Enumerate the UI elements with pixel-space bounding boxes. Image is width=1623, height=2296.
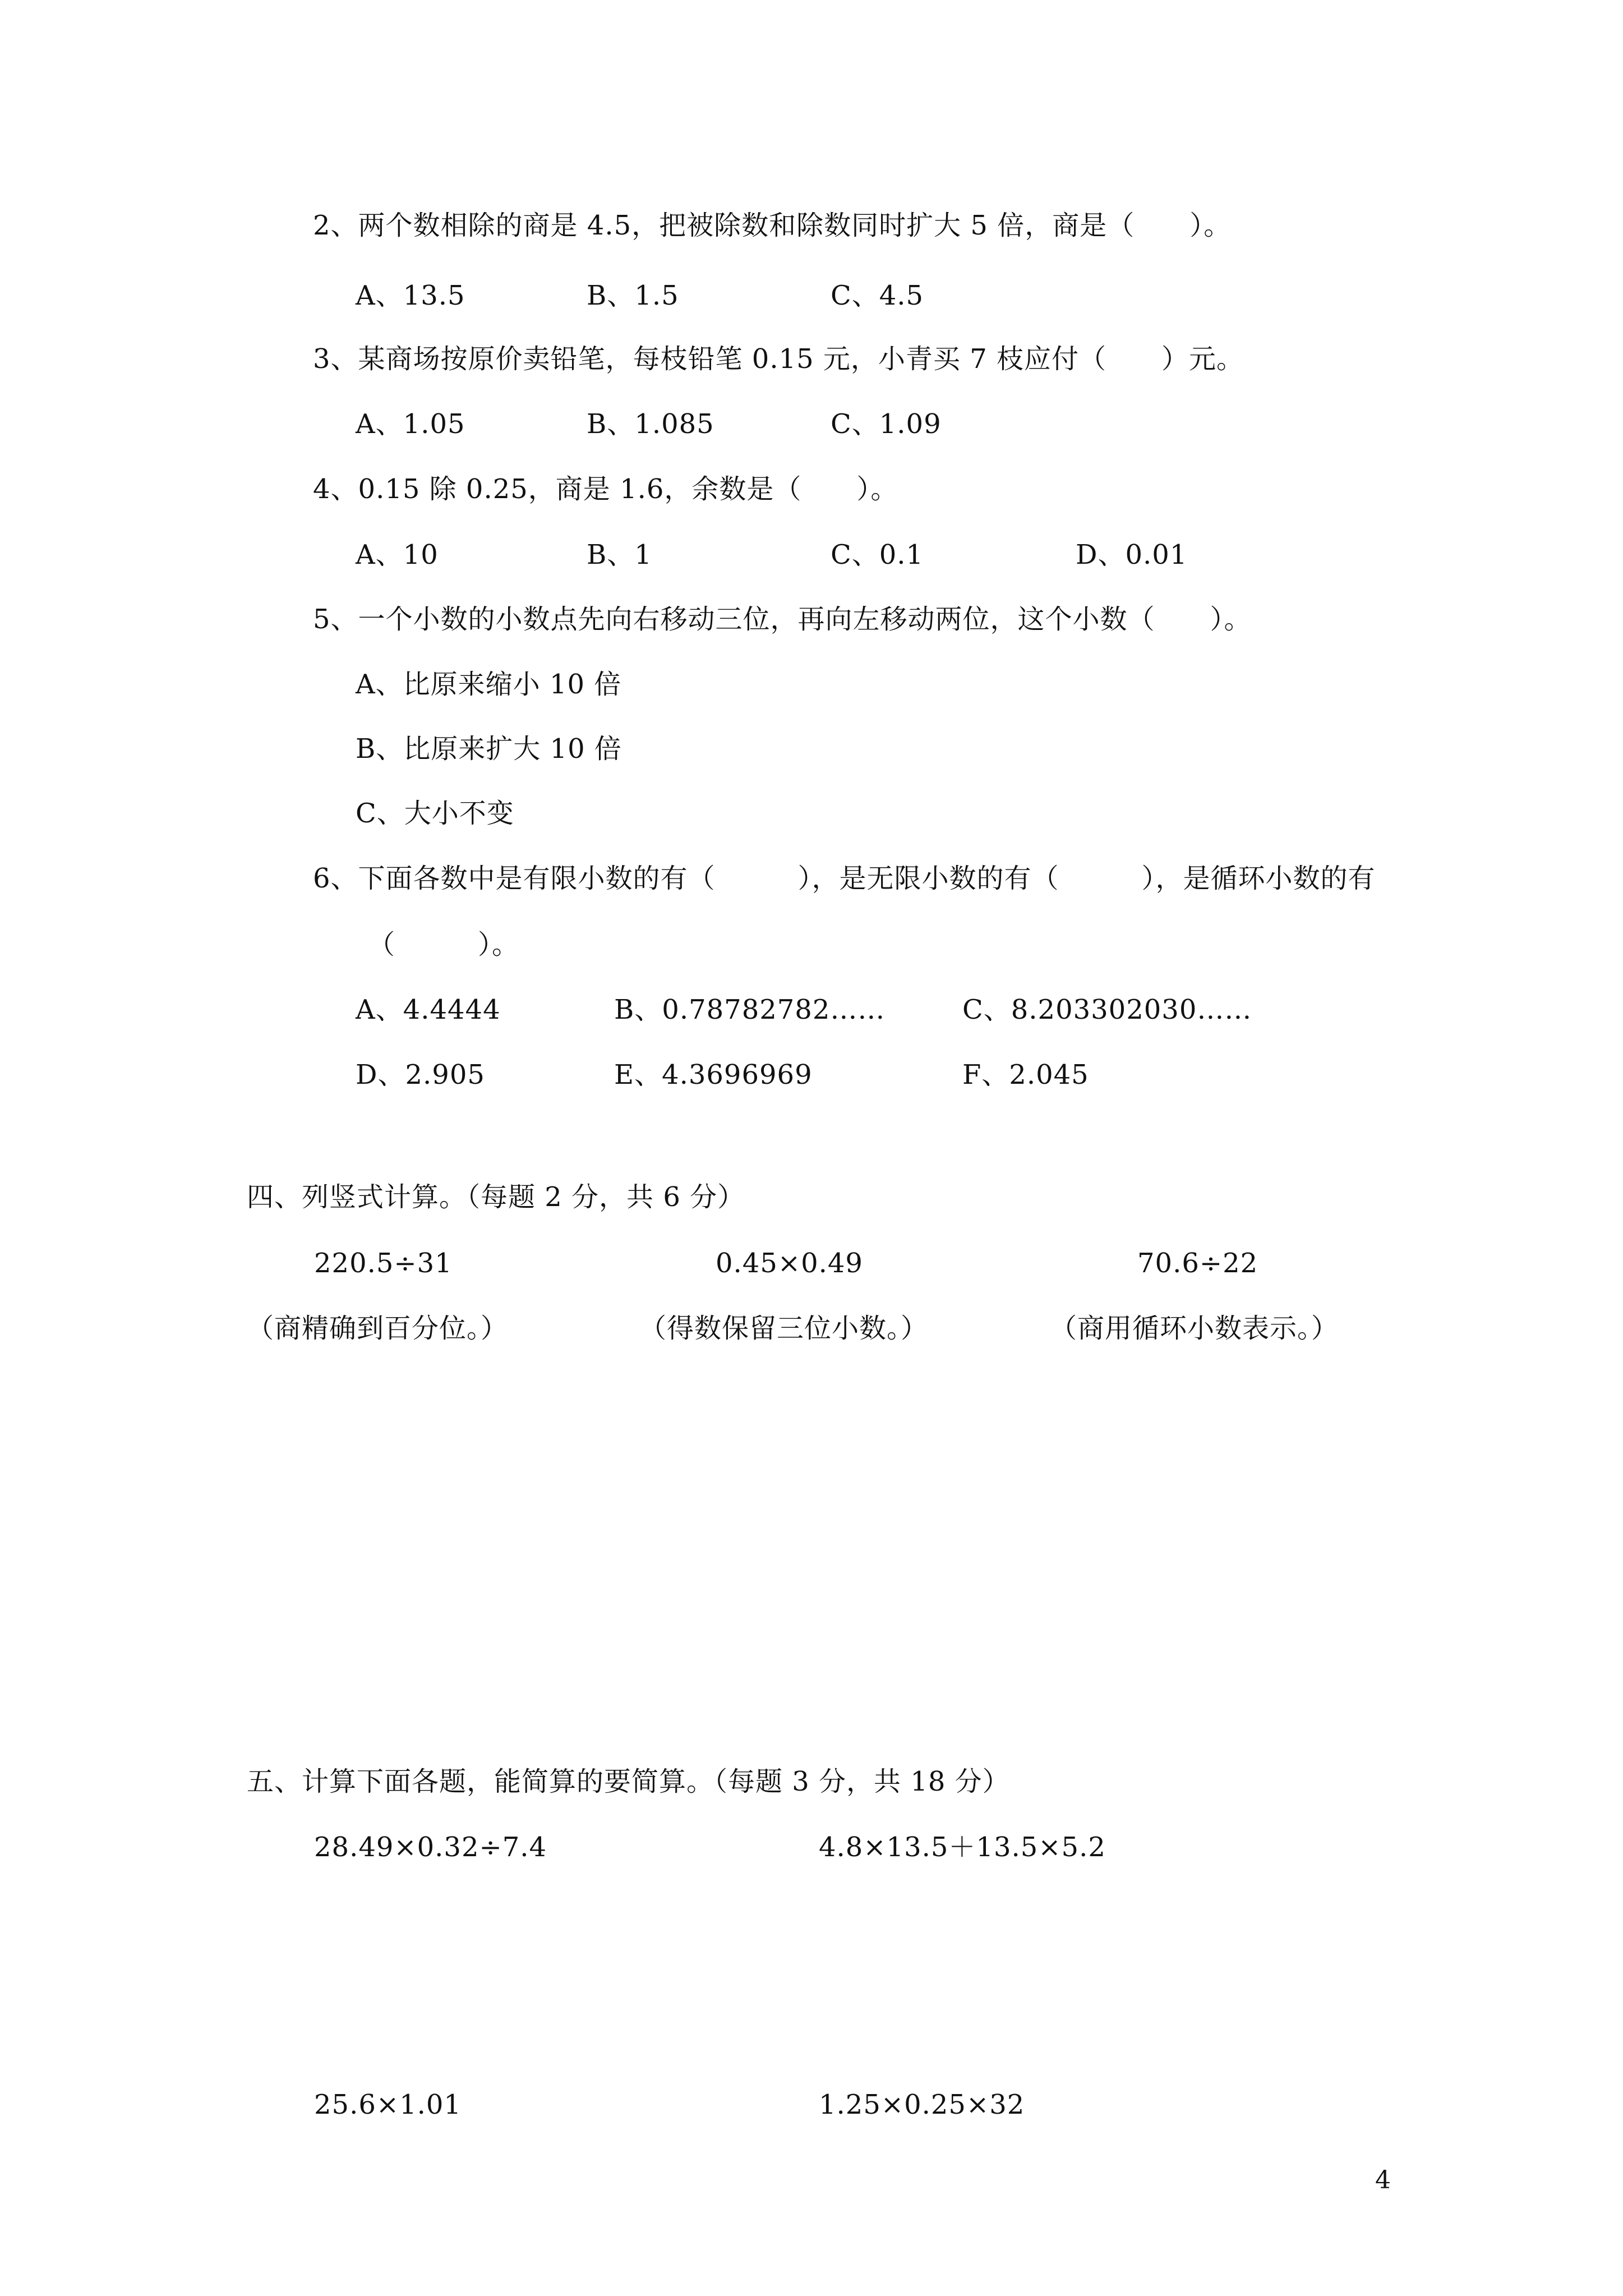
q6-stem-continued: （ ）。 [368, 929, 520, 960]
q4-option-c: C、0.1 [831, 539, 924, 570]
q3-option-b: B、1.085 [587, 408, 714, 440]
page-number: 4 [1375, 2166, 1391, 2194]
q3-option-c: C、1.09 [831, 408, 942, 440]
q2-option-b: B、1.5 [587, 280, 679, 311]
q6-stem: 6、下面各数中是有限小数的有（ ），是无限小数的有（ ），是循环小数的有 [313, 863, 1376, 894]
section4-note-2: （得数保留三位小数。） [639, 1313, 929, 1344]
section5-problem-2: 4.8×13.5＋13.5×5.2 [819, 1832, 1106, 1863]
q5-option-a: A、比原来缩小 10 倍 [356, 669, 622, 700]
q4-option-d: D、0.01 [1076, 539, 1188, 570]
q6-option-b: B、0.78782782…… [614, 994, 886, 1025]
q5-option-b: B、比原来扩大 10 倍 [356, 733, 622, 765]
section4-title: 四、列竖式计算。（每题 2 分，共 6 分） [247, 1181, 745, 1213]
q3-option-a: A、1.05 [356, 408, 465, 440]
section4-problem-3: 70.6÷22 [1137, 1248, 1258, 1279]
section4-problem-1: 220.5÷31 [314, 1248, 453, 1279]
q4-option-a: A、10 [356, 539, 439, 570]
q2-option-c: C、4.5 [831, 280, 924, 311]
q2-option-a: A、13.5 [356, 280, 465, 311]
q6-option-d: D、2.905 [356, 1059, 485, 1091]
section5-problem-1: 28.49×0.32÷7.4 [314, 1832, 547, 1863]
q3-stem: 3、某商场按原价卖铅笔，每枝铅笔 0.15 元，小青买 7 枝应付（ ）元。 [313, 343, 1244, 375]
section4-problem-2: 0.45×0.49 [716, 1248, 863, 1279]
q6-option-f: F、2.045 [962, 1059, 1089, 1091]
q4-stem: 4、0.15 除 0.25，商是 1.6，余数是（ ）。 [313, 473, 898, 505]
q6-option-e: E、4.3696969 [614, 1059, 813, 1091]
section4-note-3: （商用循环小数表示。） [1050, 1313, 1339, 1344]
q4-option-b: B、1 [587, 539, 652, 570]
section5-problem-3: 25.6×1.01 [314, 2089, 462, 2120]
q5-option-c: C、大小不变 [356, 798, 514, 829]
section4-note-1: （商精确到百分位。） [247, 1313, 509, 1344]
section5-problem-4: 1.25×0.25×32 [819, 2089, 1025, 2120]
q6-option-c: C、8.203302030…… [962, 994, 1252, 1025]
q5-stem: 5、一个小数的小数点先向右移动三位，再向左移动两位，这个小数（ ）。 [313, 604, 1252, 635]
q2-stem: 2、两个数相除的商是 4.5，把被除数和除数同时扩大 5 倍，商是（ ）。 [313, 210, 1232, 241]
section5-title: 五、计算下面各题，能简算的要简算。（每题 3 分，共 18 分） [247, 1766, 1010, 1797]
q6-option-a: A、4.4444 [356, 994, 501, 1025]
